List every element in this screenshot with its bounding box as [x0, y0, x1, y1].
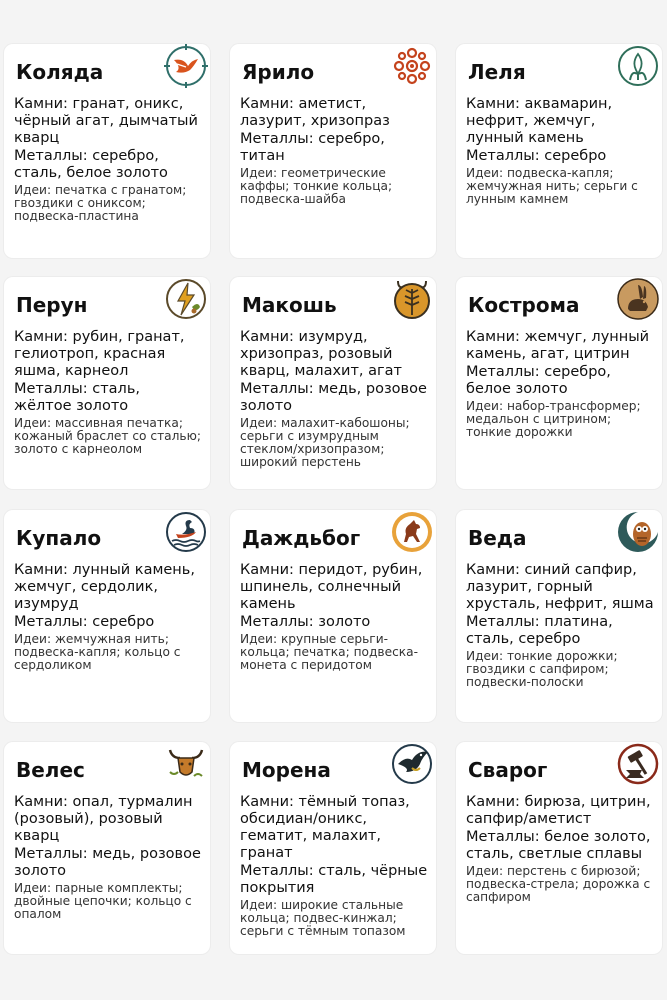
- wheat-circle-icon: [390, 277, 434, 321]
- card-lelya: [456, 44, 662, 258]
- card-title: Сварог: [468, 758, 548, 782]
- stones-text: Камни: лунный камень, жемчуг, сердолик, изумруд: [14, 562, 195, 612]
- card-kolyada: [4, 44, 210, 258]
- swan-waves-icon: [164, 510, 208, 554]
- card-title: Кострома: [468, 293, 580, 317]
- ideas-text: Идеи: массивная печатка; кожаный браслет со сталью; золото с карнеолом: [14, 416, 201, 456]
- metals-text: Металлы: белое золото, сталь, светлые сплавы: [466, 829, 651, 862]
- snowdrop-icon: [616, 44, 660, 88]
- ideas-text: Идеи: жемчужная нить; подвеска-капля; кольцо с сердоликом: [14, 632, 181, 672]
- owl-moon-icon: [616, 510, 660, 554]
- metals-text: Металлы: серебро: [466, 148, 607, 164]
- metals-text: Металлы: сталь, жёлтое золото: [14, 381, 140, 414]
- ideas-text: Идеи: широкие стальные кольца; подвес-кинжал; серьги с тёмным топазом: [240, 898, 406, 938]
- ideas-text: Идеи: тонкие дорожки; гвоздики с сапфиром; подвески-полоски: [466, 649, 618, 689]
- ideas-text: Идеи: перстень с бирюзой; подвеска-стрела; дорожка с сапфиром: [466, 864, 651, 904]
- card-kostroma: [456, 277, 662, 489]
- card-title: Макошь: [242, 293, 337, 317]
- card-title: Морена: [242, 758, 331, 782]
- card-title: Даждьбог: [242, 526, 361, 550]
- card-title: Велес: [16, 758, 85, 782]
- card-title: Ярило: [242, 60, 315, 84]
- bull-head-icon: [164, 742, 208, 786]
- bird-circle-icon: [164, 44, 208, 88]
- card-title: Коляда: [16, 60, 104, 84]
- ideas-text: Идеи: крупные серьги-кольца; печатка; подвеска-монета с перидотом: [240, 632, 419, 672]
- metals-text: Металлы: золото: [240, 614, 371, 630]
- metals-text: Металлы: сталь, чёрные покрытия: [240, 863, 428, 896]
- horse-circle-icon: [390, 510, 434, 554]
- hare-icon: [616, 277, 660, 321]
- metals-text: Металлы: серебро, титан: [240, 131, 385, 164]
- hammer-anvil-icon: [616, 742, 660, 786]
- card-dazhdbog: [230, 510, 436, 722]
- stones-text: Камни: аквамарин, нефрит, жемчуг, лунный камень: [466, 96, 613, 146]
- stones-text: Камни: гранат, оникс, чёрный агат, дымчатый кварц: [14, 96, 198, 146]
- card-veles: [4, 742, 210, 954]
- ideas-text: Идеи: малахит-кабошоны; серьги с изумрудным стеклом/хризопразом; широкий перстень: [240, 416, 410, 469]
- card-title: Веда: [468, 526, 527, 550]
- raven-circle-icon: [390, 742, 434, 786]
- metals-text: Металлы: медь, розовое золото: [240, 381, 427, 414]
- stones-text: Камни: рубин, гранат, гелиотроп, красная яшма, карнеол: [14, 329, 185, 379]
- card-veda: [456, 510, 662, 722]
- ideas-text: Идеи: парные комплекты; двойные цепочки; кольцо с опалом: [14, 881, 192, 921]
- card-kupalo: [4, 510, 210, 722]
- stones-text: Камни: перидот, рубин, шпинель, солнечный камень: [240, 562, 423, 612]
- card-title: Перун: [16, 293, 88, 317]
- metals-text: Металлы: медь, розовое золото: [14, 846, 201, 879]
- sun-ornament-icon: [390, 44, 434, 88]
- card-svarog: [456, 742, 662, 954]
- card-title: Леля: [468, 60, 526, 84]
- lightning-oak-icon: [164, 277, 208, 321]
- card-makosh: [230, 277, 436, 489]
- ideas-text: Идеи: подвеска-капля; жемчужная нить; серьги с лунным камнем: [466, 166, 638, 206]
- ideas-text: Идеи: набор-трансформер; медальон с цитрином; тонкие дорожки: [466, 399, 641, 439]
- ideas-text: Идеи: печатка с гранатом; гвоздики с ониксом; подвеска-пластина: [14, 183, 187, 223]
- stones-text: Камни: синий сапфир, лазурит, горный хрусталь, нефрит, яшма: [466, 562, 654, 612]
- stones-text: Камни: аметист, лазурит, хризопраз: [240, 96, 390, 129]
- stones-text: Камни: бирюза, цитрин, сапфир/аметист: [466, 794, 651, 827]
- card-morena: [230, 742, 436, 954]
- stones-text: Камни: опал, турмалин (розовый), розовый кварц: [14, 794, 193, 844]
- metals-text: Металлы: серебро, белое золото: [466, 364, 611, 397]
- stones-text: Камни: изумруд, хризопраз, розовый кварц, малахит, агат: [240, 329, 402, 379]
- metals-text: Металлы: платина, сталь, серебро: [466, 614, 613, 647]
- card-yarilo: [230, 44, 436, 258]
- metals-text: Металлы: серебро, сталь, белое золото: [14, 148, 168, 181]
- metals-text: Металлы: серебро: [14, 614, 155, 630]
- stones-text: Камни: тёмный топаз, обсидиан/оникс, гематит, малахит, гранат: [240, 794, 410, 861]
- card-title: Купало: [16, 526, 102, 550]
- ideas-text: Идеи: геометрические каффы; тонкие кольца; подвеска-шайба: [240, 166, 393, 206]
- stones-text: Камни: жемчуг, лунный камень, агат, цитрин: [466, 329, 650, 362]
- card-perun: [4, 277, 210, 489]
